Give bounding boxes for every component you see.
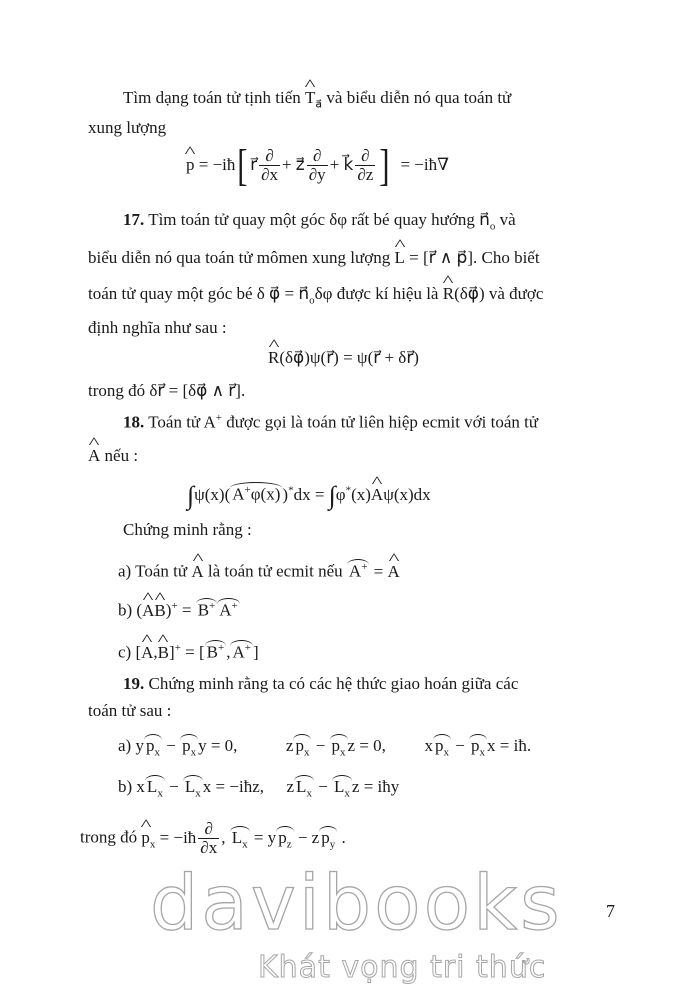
watermark-slogan: Khát vọng tri thức <box>258 950 547 985</box>
translation-operator: ^ $T_{a⃗}$ <box>305 88 322 107</box>
item-c-label: c) <box>118 642 132 662</box>
problem-19-text: Chứng minh rằng ta có các hệ thức giao hoán giữa các <box>148 674 519 693</box>
problem-17-line-4 <box>88 318 227 338</box>
problem-19-text-2: toán tử sau : <box>88 701 172 720</box>
problem-17-text-3: biểu diễn nó qua toán tử mômen xung lượng <box>88 248 391 267</box>
item-a-text: Toán tử <box>135 561 188 581</box>
page-number: 7 <box>606 901 615 921</box>
problem-17-line-2 <box>88 248 540 268</box>
commutation-a: a) y $p_x - p_x$ y = 0, z $p_x - p_x$ z = 0, x $p_x - p_x$ x = iħ. <box>118 736 532 759</box>
problem-17-text: Tìm toán tử quay một góc δφ rất bé quay hướng <box>148 210 475 229</box>
problem-17-text-6: được kí hiệu là <box>336 284 439 303</box>
rotation-formula: ^ R(δφ⃗)ψ(r⃗) = ψ(r⃗ + δr⃗) <box>268 348 419 368</box>
item-a <box>118 559 400 582</box>
rotation-operator: ^ R(δφ⃗) <box>443 284 485 303</box>
problem-18-number: 18. <box>123 412 145 432</box>
problem-17-line-1 <box>123 210 516 234</box>
item-b-label: b) <box>118 600 133 620</box>
small-angle: δ φ⃗ = $n⃗_o\delta\varphi$ <box>256 284 333 307</box>
definition-line <box>80 820 346 858</box>
operator-a: ^ A <box>88 446 100 466</box>
intro-text-2: và biểu diễn nó qua toán tử <box>326 88 512 107</box>
problem-17-line-3 <box>88 284 543 308</box>
item-19a-label: a) <box>118 736 132 755</box>
watermark-logo: davibooks <box>150 858 563 947</box>
definition-text: trong đó <box>80 827 138 847</box>
rotation-axis: $n⃗_o$ <box>479 210 496 233</box>
delta-r-formula: δr⃗ = [δφ⃗ ∧ r⃗]. <box>149 381 246 400</box>
operator-a-2: ^ A <box>191 562 203 582</box>
problem-17-line-6 <box>88 381 245 401</box>
problem-18-line-1: 18. Toán tử A+ được gọi là toán tử liên hiệp ecmit với toán tử <box>123 412 539 432</box>
problem-18-text-3: nếu : <box>104 446 139 465</box>
prove-text: Chứng minh rằng : <box>123 520 252 539</box>
angular-momentum: ^ L = [r⃗ ∧ p⃗] <box>394 248 473 267</box>
problem-17-text-8: định nghĩa như sau : <box>88 318 227 337</box>
momentum-formula: ^ p = −iħ[ r⃗ $\frac{\partial}{\partial x}$ + z⃗ $\frac{\partial}{\partial y}$ + k⃗ $\frac{\partial}{\partial z}$ ] = −iħ∇ <box>186 144 449 188</box>
problem-17-text-5: toán tử quay một góc bé <box>88 284 253 303</box>
hermitian-definition-formula: ∫ψ(x)( A+φ(x) )*dx = ∫φ*(x)^ Aψ(x)dx <box>187 480 431 511</box>
problem-17-text-7: và được <box>488 284 544 303</box>
intro-text: Tìm dạng toán tử tịnh tiến <box>123 88 301 107</box>
problem-18-line-2 <box>88 446 138 466</box>
item-b: b) (^ A^ B)+ = B+ A+ <box>118 598 240 621</box>
item-19b-label: b) <box>118 777 133 796</box>
intro-text-3: xung lượng <box>88 118 167 137</box>
problem-18-text: Toán tử A <box>148 412 216 432</box>
problem-19-line-2 <box>88 701 171 721</box>
momentum-and-angular-definitions: ^ $p_x$ = −iħ $\frac{\partial}{\partial x}$ , $L_x = y$ $p_z - z$ $p_y$ . <box>141 828 345 847</box>
problem-18-text-2: được gọi là toán tử liên hiệp ecmit với toán tử <box>226 412 539 432</box>
intro-line-2 <box>88 118 166 138</box>
item-a-text-2: là toán tử ecmit nếu <box>207 561 343 581</box>
problem-17-text-4: . Cho biết <box>473 248 540 267</box>
problem-17-text-2: và <box>499 210 516 229</box>
item-a-label: a) <box>118 561 132 581</box>
problem-19-number: 19. <box>123 674 145 693</box>
commutation-b: b) x $L_x - L_x$ x = −iħz, z $L_x - L_x$ z = iħy <box>118 777 400 800</box>
problem-17-text-9: trong đó <box>88 381 146 400</box>
item-c: c) [^ A,^ B]+ = [ B+ , A+ ] <box>118 640 259 663</box>
intro-line-1 <box>123 88 511 112</box>
prove-line <box>123 520 252 540</box>
problem-17-number: 17. <box>123 210 145 229</box>
hermitian-condition: A+ = ^ A <box>347 562 400 581</box>
problem-19-line-1 <box>123 674 518 694</box>
